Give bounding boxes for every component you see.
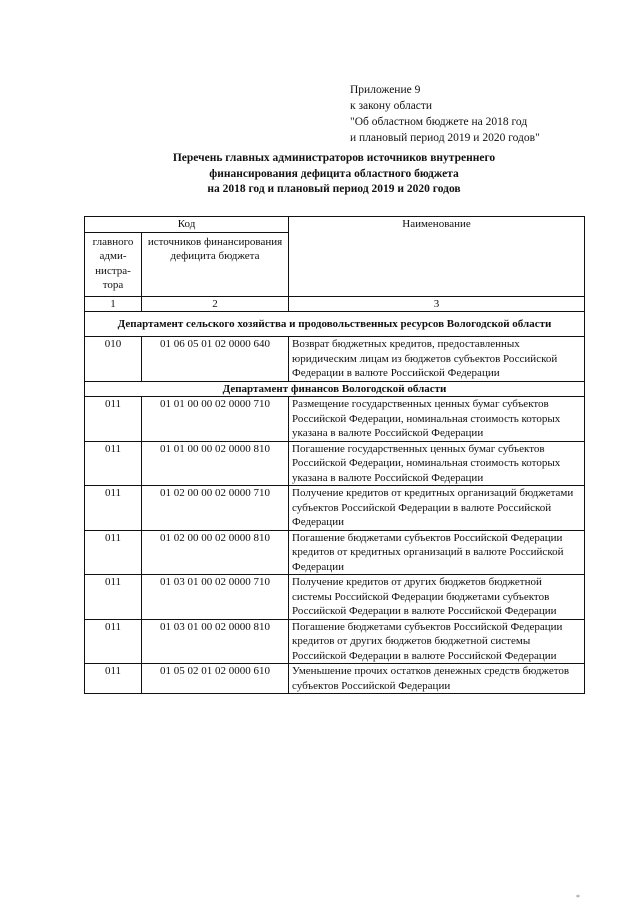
dept-heading: Департамент финансов Вологодской области	[85, 381, 585, 397]
name-cell: Размещение государственных ценных бумаг субъектов Российской Федерации, номинальная стоимость которых указана в валюте Российской Федерации	[289, 397, 585, 442]
header-num-2: 2	[142, 296, 289, 312]
corner-mark: *	[576, 893, 580, 902]
header-num-3: 3	[289, 296, 585, 312]
table-row	[85, 486, 585, 531]
header-source-col: источников финансирования дефицита бюджета	[142, 232, 289, 296]
document-title	[84, 151, 584, 198]
name-cell: Погашение бюджетами субъектов Российской Федерации кредитов от других бюджетов бюджетной системы Российской Федерации в валюте Российской Федерации	[289, 619, 585, 664]
table-row	[85, 664, 585, 694]
source-code-cell: 01 03 01 00 02 0000 710	[142, 575, 289, 620]
header-row-1	[85, 217, 585, 233]
admin-code-cell: 010	[85, 337, 142, 382]
table-body	[85, 217, 585, 694]
title-line-2: финансирования дефицита областного бюджета	[209, 167, 459, 180]
admin-code-cell: 011	[85, 397, 142, 442]
admin-code-cell: 011	[85, 486, 142, 531]
dept-row	[85, 381, 585, 397]
table-row	[85, 441, 585, 486]
source-code-cell: 01 02 00 00 02 0000 810	[142, 530, 289, 575]
table-row	[85, 619, 585, 664]
header-kod: Код	[85, 217, 289, 233]
source-code-cell: 01 06 05 01 02 0000 640	[142, 337, 289, 382]
admin-code-cell: 011	[85, 619, 142, 664]
admin-code-cell: 011	[85, 664, 142, 694]
header-numbers-row	[85, 296, 585, 312]
name-cell: Погашение бюджетами субъектов Российской Федерации кредитов от кредитных организаций в валюте Российской Федерации	[289, 530, 585, 575]
dept-heading: Департамент сельского хозяйства и продовольственных ресурсов Вологодской области	[85, 312, 585, 337]
admin-code-cell: 011	[85, 530, 142, 575]
name-cell: Уменьшение прочих остатков денежных средств бюджетов субъектов Российской Федерации	[289, 664, 585, 694]
source-code-cell: 01 01 00 00 02 0000 710	[142, 397, 289, 442]
table-row	[85, 337, 585, 382]
header-num-1: 1	[85, 296, 142, 312]
annex-line-3: "Об областном бюджете на 2018 год	[350, 116, 528, 128]
table-row	[85, 575, 585, 620]
table-row	[85, 530, 585, 575]
title-line-3: на 2018 год и плановый период 2019 и 2020 годов	[207, 183, 461, 195]
source-code-cell: 01 03 01 00 02 0000 810	[142, 619, 289, 664]
title-line-1: Перечень главных администраторов источников внутреннего	[172, 152, 496, 164]
source-code-cell: 01 01 00 00 02 0000 810	[142, 441, 289, 486]
admin-code-cell: 011	[85, 441, 142, 486]
name-cell: Погашение государственных ценных бумаг субъектов Российской Федерации, номинальная стоимость которых указана в валюте Российской Федерации	[289, 441, 585, 486]
header-admin-col: главного адми-нистра-тора	[85, 232, 142, 296]
source-code-cell: 01 02 00 00 02 0000 710	[142, 486, 289, 531]
name-cell: Возврат бюджетных кредитов, предоставленных юридическим лицам из бюджетов субъектов Российской Федерации в валюте Российской Федерации	[289, 337, 585, 382]
annex-block	[350, 82, 540, 146]
name-cell: Получение кредитов от других бюджетов бюджетной системы Российской Федерации бюджетами субъектов Российской Федерации в валюте Российской Федерации	[289, 575, 585, 620]
annex-line-4: и плановый период 2019 и 2020 годов"	[350, 132, 540, 144]
header-naimenovanie: Наименование	[289, 217, 585, 297]
annex-line-2: к закону области	[350, 100, 433, 112]
source-code-cell: 01 05 02 01 02 0000 610	[142, 664, 289, 694]
admin-code-cell: 011	[85, 575, 142, 620]
name-cell: Получение кредитов от кредитных организаций бюджетами субъектов Российской Федерации в валюте Российской Федерации	[289, 486, 585, 531]
administrators-table	[84, 216, 585, 694]
annex-line-1: Приложение 9	[350, 84, 421, 96]
dept-row	[85, 312, 585, 337]
table-row	[85, 397, 585, 442]
